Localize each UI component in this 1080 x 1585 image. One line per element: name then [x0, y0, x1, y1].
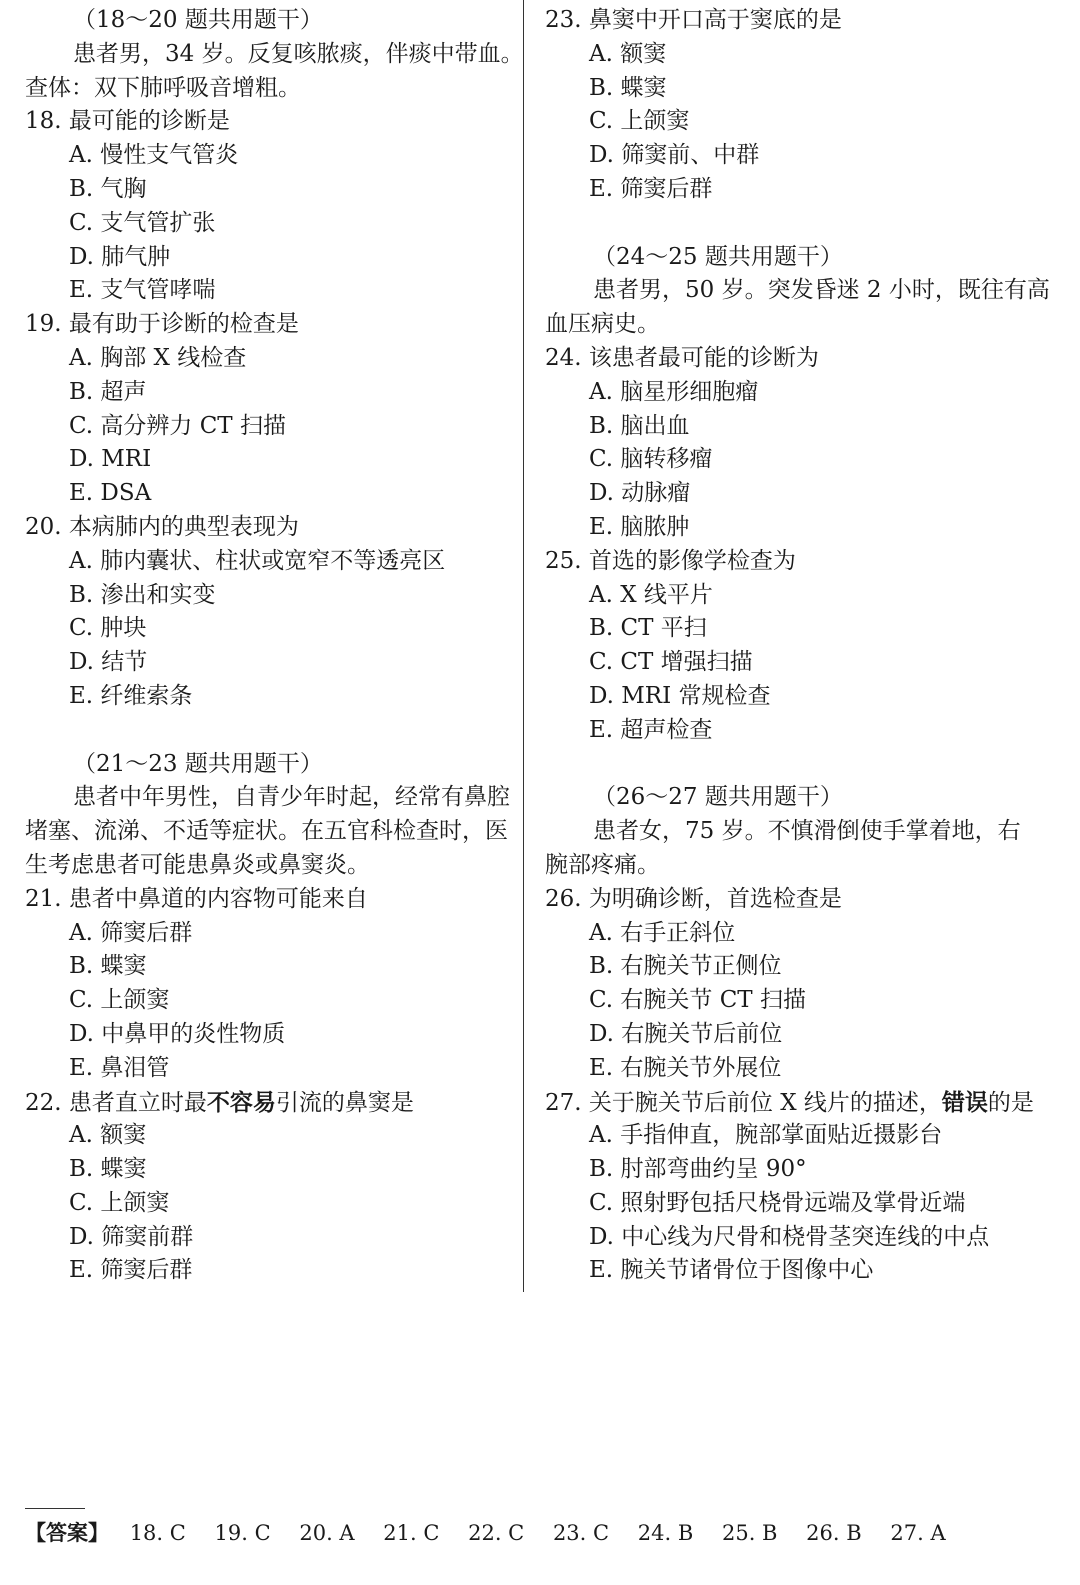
- option-20-e: E. 纤维索条: [69, 682, 193, 709]
- option-21-a: A. 筛窦后群: [69, 919, 193, 946]
- column-divider: [523, 0, 524, 1292]
- option-27-d: D. 中心线为尺骨和桡骨茎突连线的中点: [589, 1223, 990, 1250]
- question-27: [545, 1086, 1035, 1120]
- option-19-d: D. MRI: [69, 446, 152, 473]
- answer-key: [25, 1518, 1055, 1548]
- question-27-suffix: 的是: [987, 1089, 1034, 1116]
- option-23-d: D. 筛窦前、中群: [589, 142, 760, 169]
- option-27-b: B. 肘部弯曲约呈 90°: [589, 1156, 807, 1183]
- option-18-b: B. 气胸: [69, 175, 147, 202]
- option-19-c: C. 高分辨力 CT 扫描: [69, 412, 286, 439]
- option-20-a: A. 肺内囊状、柱状或宽窄不等透亮区: [69, 547, 446, 574]
- answer-24: 24. B: [637, 1521, 694, 1545]
- stem-line: 患者男，50 岁。突发昏迷 2 小时，既往有高: [593, 277, 1050, 304]
- option-26-a: A. 右手正斜位: [589, 919, 736, 946]
- option-22-b: B. 蝶窦: [69, 1156, 147, 1183]
- option-26-e: E. 右腕关节外展位: [589, 1054, 782, 1081]
- question-21: 21. 患者中鼻道的内容物可能来自: [25, 885, 368, 912]
- option-25-a: A. X 线平片: [589, 581, 713, 608]
- option-22-d: D. 筛窦前群: [69, 1223, 194, 1250]
- group-header-24-25: （24～25 题共用题干）: [593, 243, 843, 270]
- option-21-e: E. 鼻泪管: [69, 1054, 170, 1081]
- group-header-21-23: （21～23 题共用题干）: [73, 750, 323, 777]
- option-19-a: A. 胸部 X 线检查: [69, 344, 247, 371]
- group-header-26-27: （26～27 题共用题干）: [593, 784, 843, 811]
- spacer: [25, 714, 510, 748]
- answer-25: 25. B: [721, 1521, 778, 1545]
- stem-line: 血压病史。: [545, 311, 660, 338]
- option-24-c: C. 脑转移瘤: [589, 446, 713, 473]
- right-column: [545, 4, 1050, 1288]
- option-24-d: D. 动脉瘤: [589, 480, 691, 507]
- question-24: 24. 该患者最可能的诊断为: [545, 344, 819, 371]
- option-20-b: B. 渗出和实变: [69, 581, 216, 608]
- left-column: [25, 4, 524, 1288]
- option-26-b: B. 右腕关节正侧位: [589, 953, 782, 980]
- answer-22: 22. C: [468, 1521, 525, 1545]
- option-26-c: C. 右腕关节 CT 扫描: [589, 987, 806, 1014]
- stem-line: 患者女，75 岁。不慎滑倒使手掌着地，右: [593, 818, 1021, 845]
- question-26: 26. 为明确诊断，首选检查是: [545, 885, 842, 912]
- option-23-c: C. 上颌窦: [589, 108, 690, 135]
- spacer: [545, 207, 1035, 241]
- stem-line: 患者男，34 岁。反复咳脓痰，伴痰中带血。: [73, 40, 524, 67]
- stem-line: 患者中年男性，自青少年时起，经常有鼻腔: [73, 784, 510, 811]
- option-25-b: B. CT 平扫: [589, 615, 707, 642]
- option-23-e: E. 筛窦后群: [589, 175, 713, 202]
- group-header-18-20: （18～20 题共用题干）: [73, 7, 323, 33]
- question-22: [25, 1086, 510, 1120]
- question-22-suffix: 引流的鼻窦是: [275, 1089, 414, 1116]
- option-27-c: C. 照射野包括尺桡骨远端及掌骨近端: [589, 1189, 966, 1216]
- option-21-d: D. 中鼻甲的炎性物质: [69, 1020, 286, 1047]
- question-23: 23. 鼻窦中开口高于窦底的是: [545, 7, 842, 33]
- question-19: 19. 最有助于诊断的检查是: [25, 311, 299, 338]
- spacer: [545, 748, 1035, 782]
- answer-27: 27. A: [890, 1521, 946, 1545]
- question-27-prefix: 27. 关于腕关节后前位 X 线片的描述，: [545, 1089, 942, 1116]
- question-18: 18. 最可能的诊断是: [25, 108, 230, 135]
- stem-line: 生考虑患者可能患鼻炎或鼻窦炎。: [25, 851, 370, 878]
- option-19-b: B. 超声: [69, 378, 147, 405]
- option-22-a: A. 额窦: [69, 1122, 147, 1149]
- answer-key-label: 【答案】: [25, 1520, 109, 1545]
- option-27-a: A. 手指伸直，腕部掌面贴近摄影台: [589, 1122, 943, 1149]
- answer-26: 26. B: [806, 1521, 862, 1545]
- answer-19: 19. C: [214, 1521, 271, 1545]
- stem-line: 腕部疼痛。: [545, 851, 660, 878]
- option-18-e: E. 支气管哮喘: [69, 277, 216, 304]
- option-24-e: E. 脑脓肿: [589, 513, 690, 540]
- option-18-c: C. 支气管扩张: [69, 209, 216, 236]
- option-26-d: D. 右腕关节后前位: [589, 1020, 783, 1047]
- option-19-e: E. DSA: [69, 480, 152, 507]
- option-25-d: D. MRI 常规检查: [589, 682, 771, 709]
- answers-rule: [25, 1508, 85, 1509]
- question-22-emphasis: 不容易: [206, 1088, 276, 1116]
- option-21-b: B. 蝶窦: [69, 953, 147, 980]
- option-21-c: C. 上颌窦: [69, 987, 170, 1014]
- option-20-d: D. 结节: [69, 649, 148, 676]
- option-24-a: A. 脑星形细胞瘤: [589, 378, 759, 405]
- option-25-c: C. CT 增强扫描: [589, 649, 753, 676]
- stem-line: 堵塞、流涕、不适等症状。在五官科检查时，医: [25, 818, 508, 845]
- option-25-e: E. 超声检查: [589, 716, 713, 743]
- answer-23: 23. C: [552, 1521, 610, 1545]
- answer-20: 20. A: [299, 1521, 355, 1545]
- question-22-prefix: 22. 患者直立时最: [25, 1089, 207, 1116]
- answer-18: 18. C: [129, 1521, 186, 1545]
- option-22-e: E. 筛窦后群: [69, 1257, 193, 1284]
- option-27-e: E. 腕关节诸骨位于图像中心: [589, 1257, 874, 1284]
- question-27-emphasis: 错误: [941, 1088, 988, 1116]
- question-25: 25. 首选的影像学检查为: [545, 547, 796, 574]
- option-18-d: D. 肺气肿: [69, 243, 171, 270]
- option-24-b: B. 脑出血: [589, 412, 690, 439]
- option-20-c: C. 肿块: [69, 615, 147, 642]
- option-23-b: B. 蝶窦: [589, 74, 667, 101]
- question-20: 20. 本病肺内的典型表现为: [25, 513, 299, 540]
- answer-21: 21. C: [383, 1521, 440, 1545]
- option-23-a: A. 额窦: [589, 40, 667, 67]
- stem-line: 查体：双下肺呼吸音增粗。: [25, 74, 301, 101]
- option-22-c: C. 上颌窦: [69, 1189, 170, 1216]
- option-18-a: A. 慢性支气管炎: [69, 142, 239, 169]
